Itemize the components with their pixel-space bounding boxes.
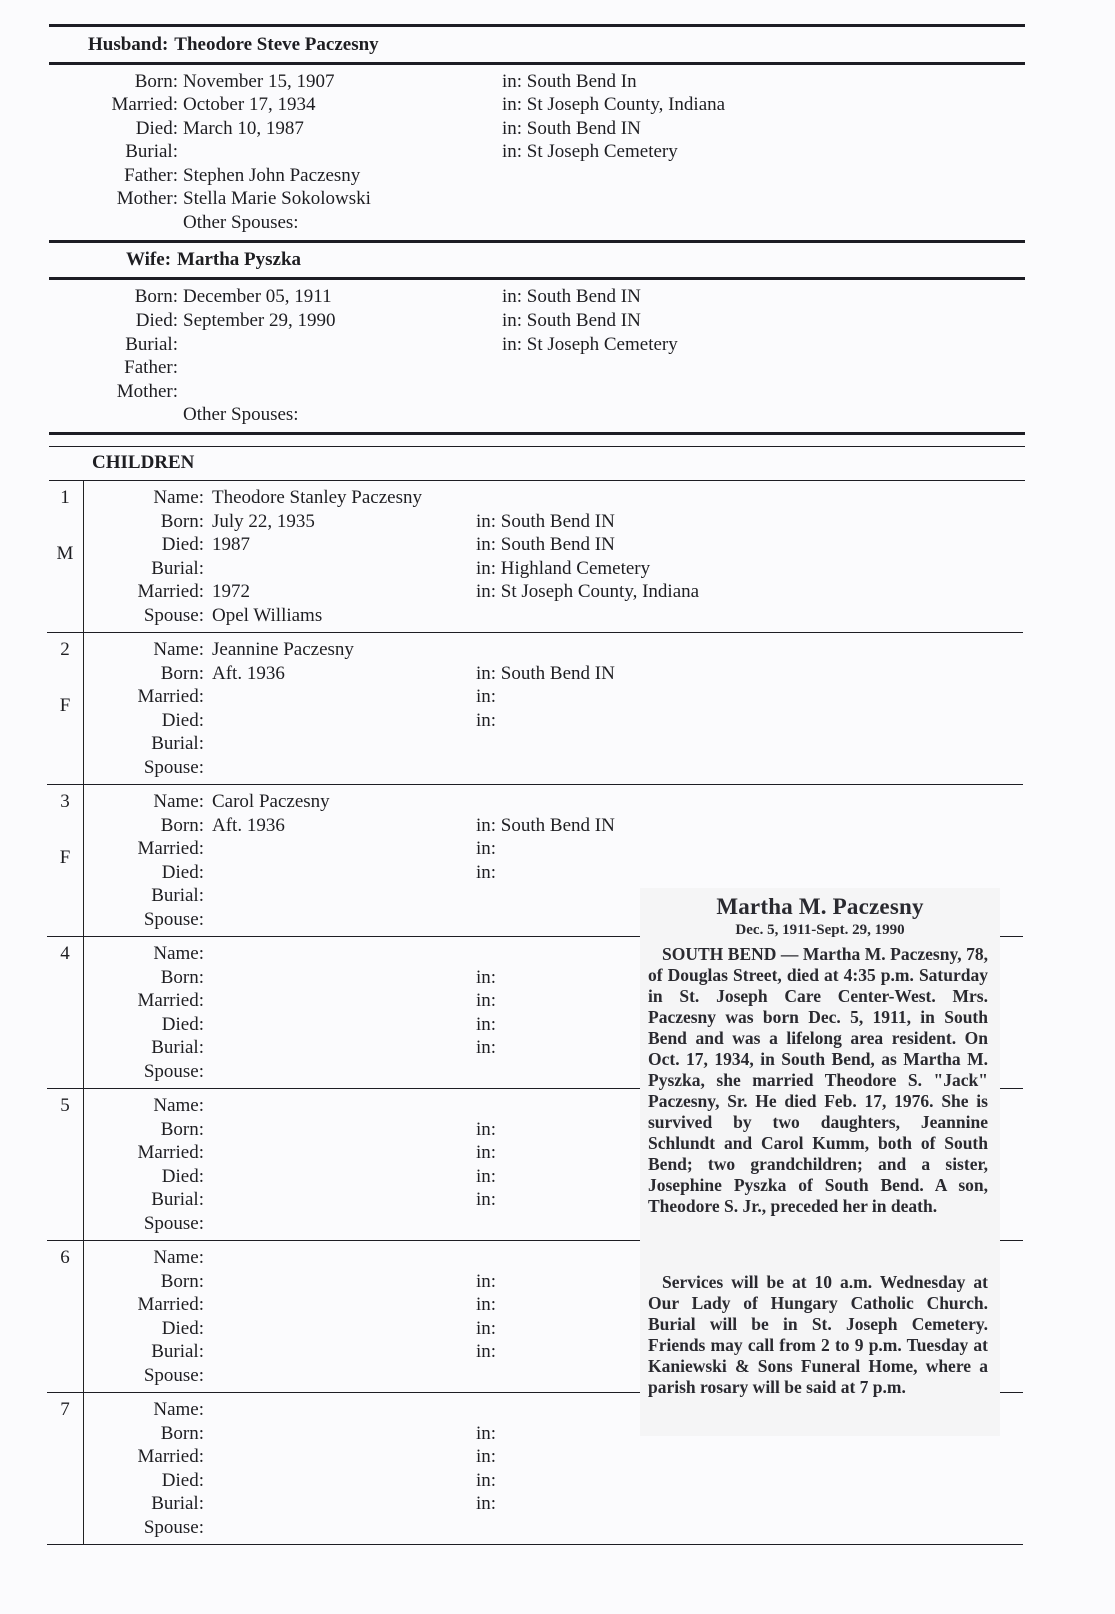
obituary-dates: Dec. 5, 1911-Sept. 29, 1990 (735, 922, 905, 938)
child-field-value: Opel Williams (212, 605, 323, 626)
child-field-place: in: Highland Cemetery (476, 557, 651, 579)
child-field-label: Born: (160, 510, 204, 532)
child-number: 6 (60, 1247, 70, 1268)
child-field-label: Burial: (151, 1189, 204, 1211)
child-field-place: in: (476, 990, 497, 1012)
children-heading: CHILDREN (92, 452, 195, 473)
child-divider (83, 1393, 84, 1545)
child-field-label: Burial: (151, 557, 204, 579)
husband-born: November 15, 1907 (183, 71, 335, 92)
child-field-place: in: (476, 838, 497, 860)
child-field-label: Name: (153, 1095, 204, 1116)
child-field-label: Burial: (151, 733, 204, 755)
wife-father-label: Father: (124, 357, 178, 378)
child-field-label: Died: (161, 1165, 204, 1187)
child-row (0, 481, 1115, 633)
child-field-place: in: (476, 1037, 497, 1059)
husband-mother-label: Mother: (116, 188, 178, 209)
wife-top-rule (49, 240, 1025, 243)
child-field-label: Died: (161, 1013, 204, 1035)
child-field-value: Theodore Stanley Paczesny (212, 487, 422, 508)
child-field-place: in: (476, 1165, 497, 1187)
wife-header (126, 249, 301, 271)
child-sex: F (59, 847, 71, 868)
child-divider (83, 937, 84, 1089)
child-field-label: Burial: (151, 1341, 204, 1363)
child-field-place: in: (476, 1446, 497, 1468)
child-field-value: 1987 (212, 534, 250, 556)
child-field-label: Married: (137, 1294, 204, 1316)
child-field-label: Died: (161, 709, 204, 731)
child-number: 3 (60, 791, 70, 812)
child-sex: F (59, 695, 71, 716)
child-field-label: Married: (137, 1446, 204, 1468)
wife-rule (49, 277, 1025, 280)
child-field-label: Born: (160, 814, 204, 836)
child-divider (83, 1089, 84, 1241)
child-field-value: Aft. 1936 (212, 662, 285, 684)
child-field-place: in: (476, 1493, 497, 1515)
child-field-value: July 22, 1935 (212, 510, 315, 532)
child-field-label: Name: (153, 1399, 204, 1420)
obituary-title: Martha M. Paczesny (716, 894, 924, 919)
husband-died-label: Died: (135, 118, 178, 139)
husband-burial-place: in: St Joseph Cemetery (502, 141, 678, 162)
child-field-label: Married: (137, 1142, 204, 1164)
child-field-place: in: (476, 1118, 497, 1140)
obituary-clipping (640, 888, 1000, 1436)
obituary-paragraph-1: SOUTH BEND — Martha M. Paczesny, 78, of Douglas Street, died at 4:35 p.m. Saturday in St. Joseph Care Center-West. Mrs. Paczesny was born Dec. 5, 1911, in South Bend and was a lifelong area resident. On Oct. 17, 1934, in South Bend, as Martha M. Pyszka, she married Theodore S. "Jack" Paczesny, Sr. He died Feb. 17, 1976. She is survived by two daughters, Jeannine Schlundt and Carol Kumm, both of South Bend; two grandchildren; and a sister, Josephine Pyszka of South Bend. A son, Theodore S. Jr., preceded her in death. (648, 944, 988, 1216)
child-field-label: Died: (161, 1317, 204, 1339)
child-number: 2 (60, 639, 70, 660)
husband-died-place: in: South Bend IN (502, 118, 641, 139)
husband-married: October 17, 1934 (183, 94, 316, 115)
husband-married-place: in: St Joseph County, Indiana (502, 94, 726, 115)
child-field-label: Name: (153, 487, 204, 508)
wife-died: September 29, 1990 (183, 310, 336, 331)
child-field-label: Married: (137, 990, 204, 1012)
child-field-value: Jeannine Paczesny (212, 639, 354, 660)
child-field-label: Spouse: (143, 1517, 204, 1538)
child-field-label: Name: (153, 639, 204, 660)
child-field-place: in: (476, 1317, 497, 1339)
child-field-label: Spouse: (143, 605, 204, 626)
child-field-label: Spouse: (143, 909, 204, 930)
child-field-place: in: (476, 966, 497, 988)
wife-born-label: Born: (134, 286, 178, 307)
child-field-place: in: (476, 1013, 497, 1035)
wife-burial-label: Burial: (125, 334, 178, 355)
child-field-label: Born: (160, 966, 204, 988)
child-field-place: in: (476, 1469, 497, 1491)
child-field-place: in: (476, 1422, 497, 1444)
child-field-label: Burial: (151, 1493, 204, 1515)
child-field-value: Carol Paczesny (212, 791, 330, 812)
child-field-label: Name: (153, 943, 204, 964)
child-field-label: Name: (153, 791, 204, 812)
child-sex: M (56, 543, 74, 564)
husband-mother: Stella Marie Sokolowski (183, 188, 371, 209)
child-field-label: Married: (137, 581, 204, 603)
child-number: 4 (60, 943, 70, 964)
child-field-label: Born: (160, 1422, 204, 1444)
child-field-label: Born: (160, 1270, 204, 1292)
child-number: 7 (60, 1399, 70, 1420)
husband-header (88, 34, 379, 56)
child-field-label: Died: (161, 1469, 204, 1491)
child-field-place: in: (476, 686, 497, 708)
child-field-place: in: St Joseph County, Indiana (476, 581, 700, 603)
child-field-label: Died: (161, 861, 204, 883)
child-field-place: in: South Bend IN (476, 534, 615, 556)
children-top-rule (49, 432, 1025, 435)
husband-married-label: Married: (111, 94, 178, 115)
child-field-label: Burial: (151, 1037, 204, 1059)
child-field-place: in: (476, 1270, 497, 1292)
child-field-label: Spouse: (143, 1061, 204, 1082)
child-divider (83, 785, 84, 937)
husband-burial-label: Burial: (125, 141, 178, 162)
child-field-place: in: South Bend IN (476, 814, 615, 836)
wife-mother-label: Mother: (116, 381, 178, 402)
wife-born: December 05, 1911 (183, 286, 332, 307)
child-row-rule (47, 1544, 1023, 1545)
child-field-place: in: (476, 1294, 497, 1316)
husband-born-place: in: South Bend In (502, 71, 637, 92)
husband-label: Husband: (88, 34, 169, 55)
child-field-label: Spouse: (143, 1365, 204, 1386)
wife-died-place: in: South Bend IN (502, 310, 641, 331)
child-divider (83, 633, 84, 785)
child-field-label: Burial: (151, 885, 204, 907)
wife-died-label: Died: (135, 310, 178, 331)
child-field-place: in: (476, 1142, 497, 1164)
wife-burial-place: in: St Joseph Cemetery (502, 334, 678, 355)
child-field-label: Spouse: (143, 1213, 204, 1234)
husband-name: Theodore Steve Paczesny (174, 34, 379, 55)
child-field-label: Name: (153, 1247, 204, 1268)
child-field-place: in: South Bend IN (476, 510, 615, 532)
obituary-paragraph-2: Services will be at 10 a.m. Wednesday at Our Lady of Hungary Catholic Church. Burial will be in St. Joseph Cemetery. Friends may call from 2 to 9 p.m. Tuesday at Kaniewski & Sons Funeral Home, where a parish rosary will be said at 7 p.m. (648, 1272, 988, 1397)
child-field-place: in: (476, 709, 497, 731)
child-divider (83, 1241, 84, 1393)
wife-name: Martha Pyszka (177, 249, 302, 270)
husband-other-spouses-label: Other Spouses: (183, 212, 299, 233)
child-field-label: Spouse: (143, 757, 204, 778)
children-top-rule-2 (49, 446, 1025, 447)
child-field-place: in: South Bend IN (476, 662, 615, 684)
child-field-place: in: (476, 861, 497, 883)
child-number: 5 (60, 1095, 70, 1116)
child-number: 1 (60, 487, 70, 508)
child-field-label: Born: (160, 662, 204, 684)
wife-born-place: in: South Bend IN (502, 286, 641, 307)
child-row (0, 633, 1115, 785)
top-rule (49, 24, 1025, 27)
child-field-value: Aft. 1936 (212, 814, 285, 836)
wife-label: Wife: (126, 249, 172, 270)
child-field-place: in: (476, 1189, 497, 1211)
husband-father-label: Father: (124, 165, 178, 186)
husband-died: March 10, 1987 (183, 118, 304, 139)
child-field-label: Married: (137, 838, 204, 860)
husband-rule (49, 62, 1025, 65)
child-field-value: 1972 (212, 581, 250, 603)
child-divider (83, 481, 84, 633)
child-field-label: Married: (137, 686, 204, 708)
wife-other-spouses-label: Other Spouses: (183, 404, 299, 425)
child-field-label: Died: (161, 534, 204, 556)
husband-father: Stephen John Paczesny (183, 165, 361, 186)
child-field-label: Born: (160, 1118, 204, 1140)
child-field-place: in: (476, 1341, 497, 1363)
husband-born-label: Born: (134, 71, 178, 92)
